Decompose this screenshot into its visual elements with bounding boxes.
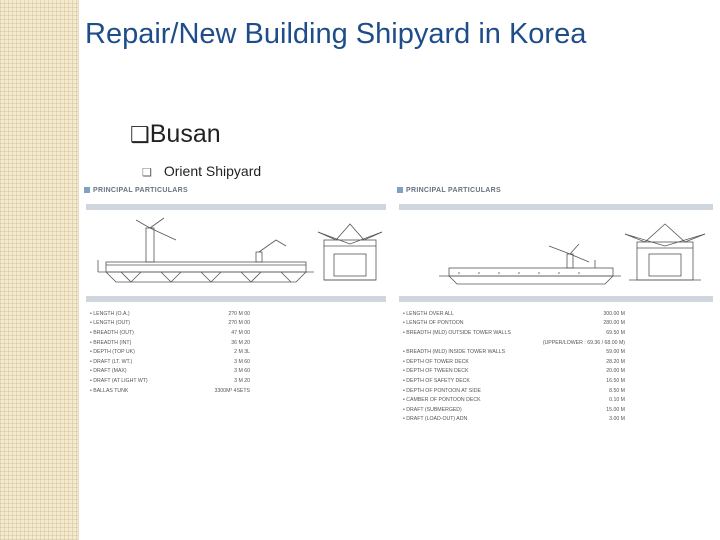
spec-value: 47 M 00 xyxy=(231,329,250,336)
panel-header-label: PRINCIPAL PARTICULARS xyxy=(406,186,501,194)
spec-label: • DEPTH OF TOWER DECK xyxy=(403,358,469,365)
spec-row xyxy=(90,319,250,329)
spec-row xyxy=(90,309,250,319)
panel-header-label: PRINCIPAL PARTICULARS xyxy=(93,186,188,194)
spec-row xyxy=(403,405,625,415)
decorative-side-strip xyxy=(0,0,79,540)
floating-dock-drawing xyxy=(86,204,386,302)
spec-row xyxy=(90,338,250,348)
spec-label: • LENGTH OF PONTOON xyxy=(403,320,464,327)
panel-header xyxy=(397,184,715,196)
floating-dock-drawing xyxy=(399,204,713,302)
spec-value: (UPPER/LOWER : 69.36 / 68.00 M) xyxy=(542,339,625,346)
spec-row xyxy=(90,386,250,396)
spec-value: 2?0 M 00 xyxy=(228,320,250,327)
spec-value: 28.20 M xyxy=(606,358,625,365)
spec-value: 2 M 3L xyxy=(234,349,250,356)
spec-row xyxy=(403,376,625,386)
spec-row xyxy=(403,386,625,396)
spec-value: 59.00 M xyxy=(606,349,625,356)
spec-row xyxy=(403,347,625,357)
bullet-level2-text: Orient Shipyard xyxy=(163,163,262,179)
spec-label: • DEPTH OF TWEEN DECK xyxy=(403,368,469,375)
spec-row xyxy=(403,415,625,425)
spec-value: 300.00 M xyxy=(603,310,625,317)
spec-value: 3 M 60 xyxy=(234,368,250,375)
spec-value: 3 M 20 xyxy=(234,377,250,384)
spec-value: 280.00 M xyxy=(603,320,625,327)
spec-row xyxy=(403,367,625,377)
spec-label: • BREADTH (MLD) INSIDE TOWER WALLS xyxy=(403,349,506,356)
spec-value: 69.50 M xyxy=(606,329,625,336)
spec-row xyxy=(403,309,625,319)
bullet-icon: ❑ xyxy=(142,167,152,179)
spec-row xyxy=(403,319,625,329)
spec-label: • BREADTH (OUT) xyxy=(90,329,134,336)
spec-label: • DEPTH OF PONTOON AT SIDE xyxy=(403,387,481,394)
spec-label: • BALLAS TUNK xyxy=(90,387,129,394)
spec-row xyxy=(90,357,250,367)
spec-label: • BREADTH (INT) xyxy=(90,339,132,346)
spec-row xyxy=(403,395,625,405)
spec-label: • DEPTH (TOP UK) xyxy=(90,349,135,356)
spec-label: • BREADTH (MLD) OUTSIDE TOWER WALLS xyxy=(403,329,511,336)
spec-list xyxy=(403,309,625,424)
bullet-icon: ❑ xyxy=(130,122,150,147)
panel-header xyxy=(84,184,396,196)
spec-row xyxy=(90,376,250,386)
spec-value: 36 M 20 xyxy=(231,339,250,346)
spec-label: • DRAFT (AT LIGHT WT) xyxy=(90,377,148,384)
spec-value: 0.10 M xyxy=(609,397,625,404)
spec-label: • DRAFT (MAX) xyxy=(90,368,127,375)
spec-label: • LENGTH (OUT) xyxy=(90,320,131,327)
spec-value: 8.50 M xyxy=(609,387,625,394)
spec-label: • DRAFT (LOAD-OUT) ADN xyxy=(403,416,468,423)
spec-row xyxy=(403,357,625,367)
dock-elevation-drawing xyxy=(86,210,386,296)
bullet-level2 xyxy=(142,163,261,179)
spec-value: 20.00 M xyxy=(606,368,625,375)
spec-label: • LENGTH (O.A.) xyxy=(90,310,130,317)
spec-value: 3.00 M xyxy=(609,416,625,423)
spec-label: • DRAFT (SUBMERGED) xyxy=(403,406,462,413)
spec-label: • CAMBER OF PONTOON DECK xyxy=(403,397,481,404)
spec-row xyxy=(90,347,250,357)
spec-label: • DEPTH OF SAFETY DECK xyxy=(403,377,470,384)
spec-value: 15.00 M xyxy=(606,406,625,413)
spec-label: • DRAFT (LT. WT.) xyxy=(90,358,133,365)
spec-value: 3 M 60 xyxy=(234,358,250,365)
slide-title: Repair/New Building Shipyard in Korea xyxy=(85,18,587,50)
spec-row xyxy=(90,328,250,338)
dock-elevation-drawing xyxy=(399,210,713,296)
principal-particulars-panel-right xyxy=(397,184,715,440)
principal-particulars-panel-left xyxy=(84,184,396,440)
bullet-level1 xyxy=(130,120,221,149)
spec-label: • LENGTH OVER ALL xyxy=(403,310,454,317)
spec-list xyxy=(90,309,250,395)
spec-row xyxy=(403,338,625,348)
spec-value: 2?0 M 00 xyxy=(228,310,250,317)
spec-row xyxy=(90,367,250,377)
spec-row xyxy=(403,328,625,338)
spec-value: 16.50 M xyxy=(606,377,625,384)
header-square-icon xyxy=(84,187,90,193)
spec-value: 3300M³ 4SETS xyxy=(214,387,250,394)
bullet-level1-text: Busan xyxy=(149,120,221,148)
header-square-icon xyxy=(397,187,403,193)
